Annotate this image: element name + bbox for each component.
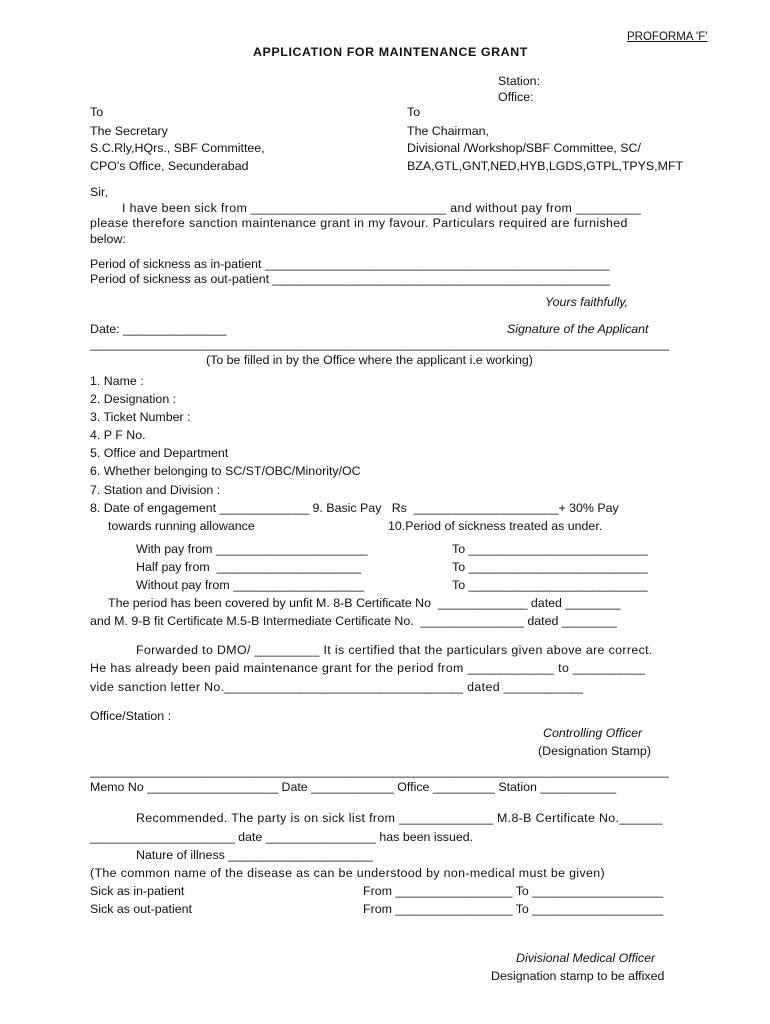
address-right-line: To [407, 105, 421, 119]
half-pay-to-field[interactable]: To __________________________ [452, 560, 648, 574]
forwarded-line[interactable]: vide sanction letter No._________________________________ dated ___________ [90, 680, 584, 694]
unfit-certificate-field[interactable]: The period has been covered by unfit M. 8-B Certificate No _____________ dated ________ [108, 596, 621, 610]
running-allowance-label: towards running allowance [108, 519, 255, 533]
address-left-line: To [90, 105, 104, 119]
fit-certificate-field[interactable]: and M. 9-B fit Certificate M.5-B Intermediate Certificate No. _______________ dated ________ [90, 614, 617, 628]
office-station-label: Office/Station : [90, 709, 172, 723]
address-right-line: BZA,GTL,GNT,NED,HYB,LGDS,GTPL,TPYS,MFT [407, 159, 684, 173]
particular-item[interactable]: 7. Station and Division : [90, 483, 221, 497]
half-pay-from-field[interactable]: Half pay from _____________________ [136, 560, 362, 574]
section-divider: ____________________________________________________________________________________ [90, 764, 669, 778]
particular-item[interactable]: 3. Ticket Number : [90, 410, 191, 424]
sick-out-patient-field[interactable]: From _________________ To ___________________ [363, 902, 664, 916]
body-paragraph-line: below: [90, 232, 126, 246]
sick-in-patient-label: Sick as in-patient [90, 884, 185, 898]
with-pay-to-field[interactable]: To __________________________ [452, 542, 648, 556]
without-pay-from-field[interactable]: Without pay from ___________________ [136, 578, 365, 592]
signature-label: Signature of the Applicant [507, 322, 649, 336]
proforma-label: PROFORMA 'F' [627, 31, 708, 43]
recommended-line[interactable]: _____________________ date ________________ has been issued. [90, 830, 474, 844]
station-label: Station: [498, 74, 541, 88]
nature-of-illness-field[interactable]: Nature of illness _____________________ [136, 848, 373, 862]
body-paragraph-line: I have been sick from ___________________________ and without pay from _________ [122, 201, 642, 215]
engagement-basic-pay-field[interactable]: 8. Date of engagement _____________ 9. Basic Pay Rs _____________________+ 30% Pay [90, 501, 619, 515]
address-left-line: CPO's Office, Secunderabad [90, 159, 249, 173]
particular-item[interactable]: 1. Name : [90, 374, 144, 388]
designation-stamp-note: Designation stamp to be affixed [491, 969, 665, 983]
designation-stamp-label: (Designation Stamp) [538, 744, 651, 758]
address-right-line: The Chairman, [407, 124, 489, 138]
forwarded-line[interactable]: Forwarded to DMO/ _________ It is certified that the particulars given above are correct. [136, 643, 653, 657]
period-in-patient-field[interactable]: Period of sickness as in-patient __________________________________________________ [90, 257, 610, 271]
sickness-treated-label: 10.Period of sickness treated as under. [388, 519, 603, 533]
forwarded-line[interactable]: He has already been paid maintenance grant for the period from ____________ to __________ [90, 661, 646, 675]
particular-item[interactable]: 2. Designation : [90, 392, 177, 406]
address-left-line: S.C.Rly,HQrs., SBF Committee, [90, 141, 265, 155]
address-right-line: Divisional /Workshop/SBF Committee, SC/ [407, 141, 641, 155]
with-pay-from-field[interactable]: With pay from ______________________ [136, 542, 368, 556]
sick-in-patient-field[interactable]: From _________________ To ___________________ [363, 884, 664, 898]
medical-officer-label: Divisional Medical Officer [516, 951, 656, 965]
particular-item[interactable]: 4. P F No. [90, 428, 146, 442]
section-divider: ____________________________________________________________________________________ [90, 337, 669, 351]
illness-note: (The common name of the disease as can be understood by non-medical must be given) [90, 866, 605, 880]
recommended-line[interactable]: Recommended. The party is on sick list from _____________ M.8-B Certificate No.______ [136, 811, 663, 825]
sick-out-patient-label: Sick as out-patient [90, 902, 192, 916]
yours-faithfully: Yours faithfully, [545, 295, 629, 309]
salutation: Sir, [90, 185, 108, 199]
particular-item[interactable]: 5. Office and Department [90, 446, 229, 460]
address-left-line: The Secretary [90, 124, 168, 138]
controlling-officer-label: Controlling Officer [543, 726, 643, 740]
office-note: (To be filled in by the Office where the applicant i.e working) [206, 353, 533, 367]
form-title: APPLICATION FOR MAINTENANCE GRANT [253, 45, 528, 59]
without-pay-to-field[interactable]: To __________________________ [452, 578, 648, 592]
date-field[interactable]: Date: _______________ [90, 322, 227, 336]
office-label: Office: [498, 90, 534, 104]
memo-line-field[interactable]: Memo No ___________________ Date ____________ Office _________ Station ___________ [90, 780, 617, 794]
particular-item[interactable]: 6. Whether belonging to SC/ST/OBC/Minority/OC [90, 464, 361, 478]
period-out-patient-field[interactable]: Period of sickness as out-patient _________________________________________________ [90, 272, 611, 286]
body-paragraph-line: please therefore sanction maintenance grant in my favour. Particulars required are furnished [90, 216, 628, 230]
